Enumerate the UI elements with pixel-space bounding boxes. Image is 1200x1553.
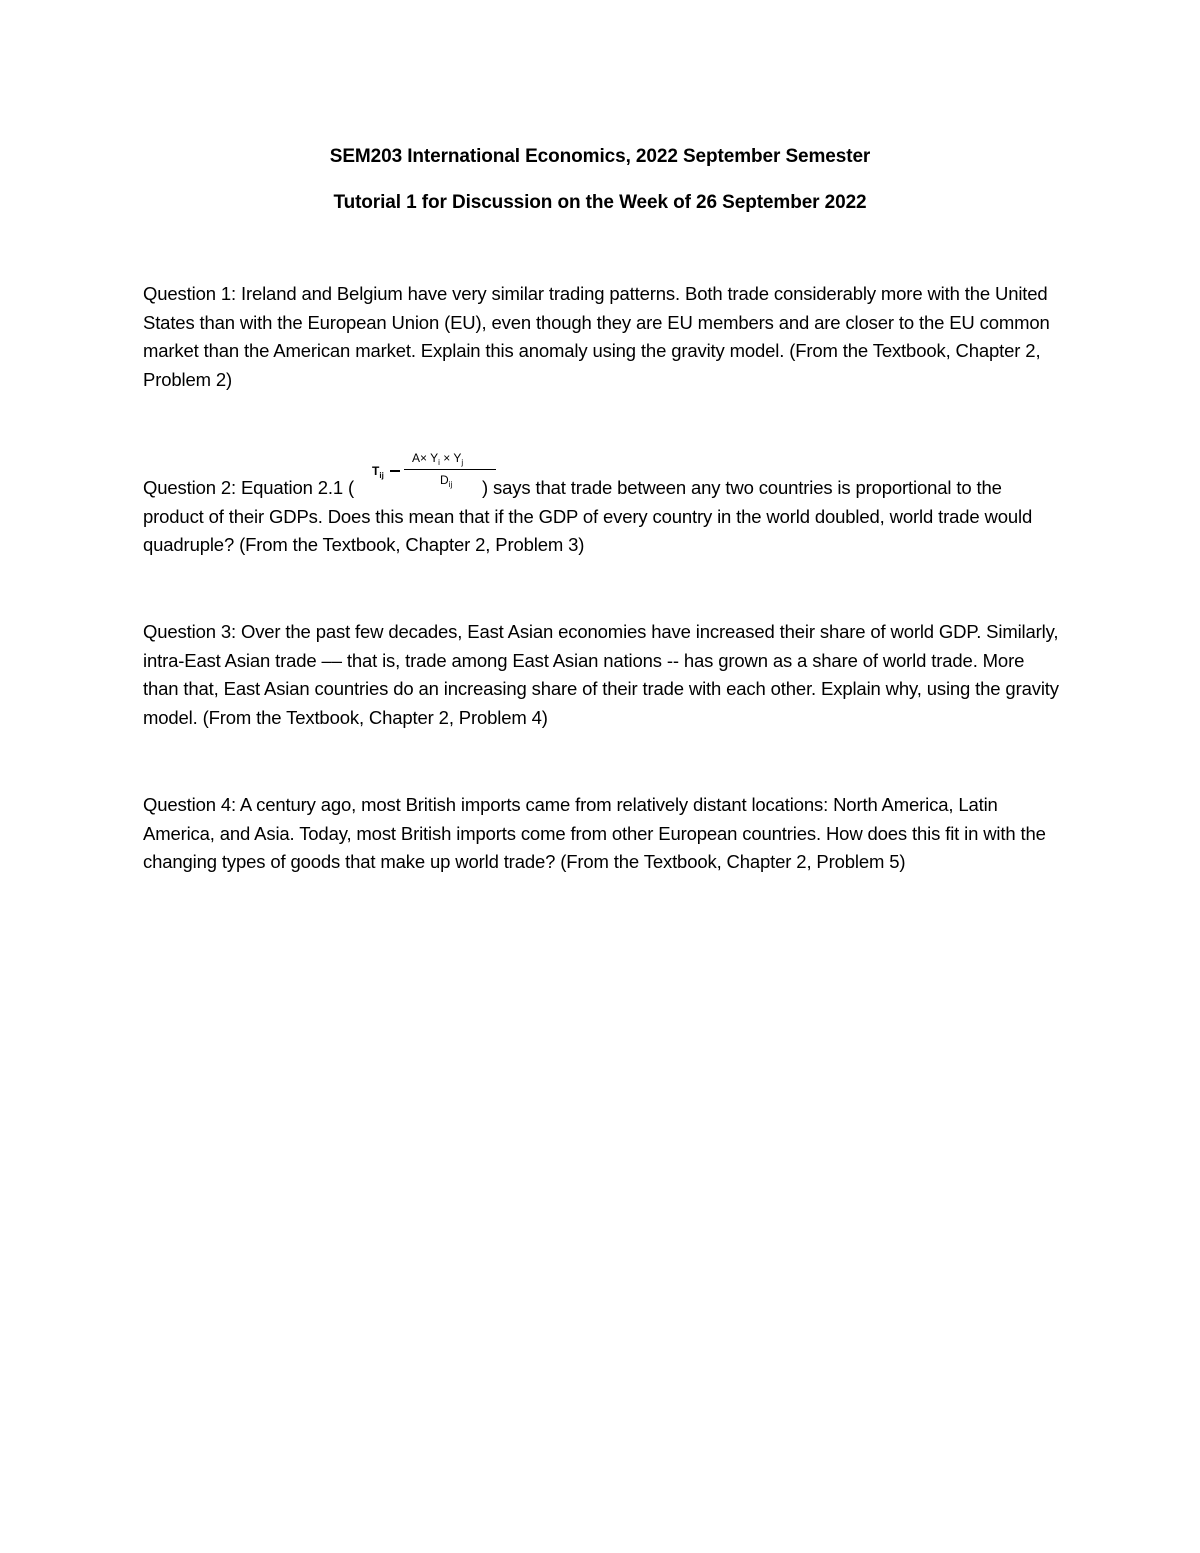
formula-lhs: $T_{ij}$ <box>372 464 384 480</box>
formula-fraction-bar <box>404 469 496 470</box>
question-2-prefix: Question 2: Equation 2.1 ( <box>143 477 355 498</box>
question-3: Question 3: Over the past few decades, East Asian economies have increased their share of world GDP. Similarly, intra-East Asian trade –– that is, trade among East Asian nations -- has grown as a share of world trade. More than that, East Asian countries do an increasing share of their trade with each other. Explain why, using the gravity model. (From the Textbook, Chapter 2, Problem 4) <box>143 621 1059 728</box>
formula-numerator: $A\times Y_i \times Y_j$ <box>412 451 464 467</box>
question-2-suffix: ) says that trade between any two countries is proportional to the product of their GDPs. Does this mean that if the GDP of every country in the world doubled, world trade would quadruple? (From the Textbook, Chapter 2, Problem 3) <box>143 477 1033 555</box>
question-2 <box>143 474 1063 560</box>
gravity-equation <box>370 448 500 494</box>
question-4: Question 4: A century ago, most British imports came from relatively distant locations: North America, Latin America, and Asia. Today, most British imports come from other European countries. How does this fit in with the changing types of goods that make up world trade? (From the Textbook, Chapter 2, Problem 5) <box>143 794 1046 872</box>
question-1: Question 1: Ireland and Belgium have very similar trading patterns. Both trade considerably more with the United States than with the European Union (EU), even though they are EU members and are closer to the EU common market than the American market. Explain this anomaly using the gravity model. (From the Textbook, Chapter 2, Problem 2) <box>143 283 1050 390</box>
formula-denominator: $D_{ij}$ <box>440 473 453 489</box>
document-subtitle: Tutorial 1 for Discussion on the Week of 26 September 2022 <box>333 192 867 213</box>
formula-equals-sign <box>390 470 400 472</box>
document-title: SEM203 International Economics, 2022 September Semester <box>329 146 871 167</box>
